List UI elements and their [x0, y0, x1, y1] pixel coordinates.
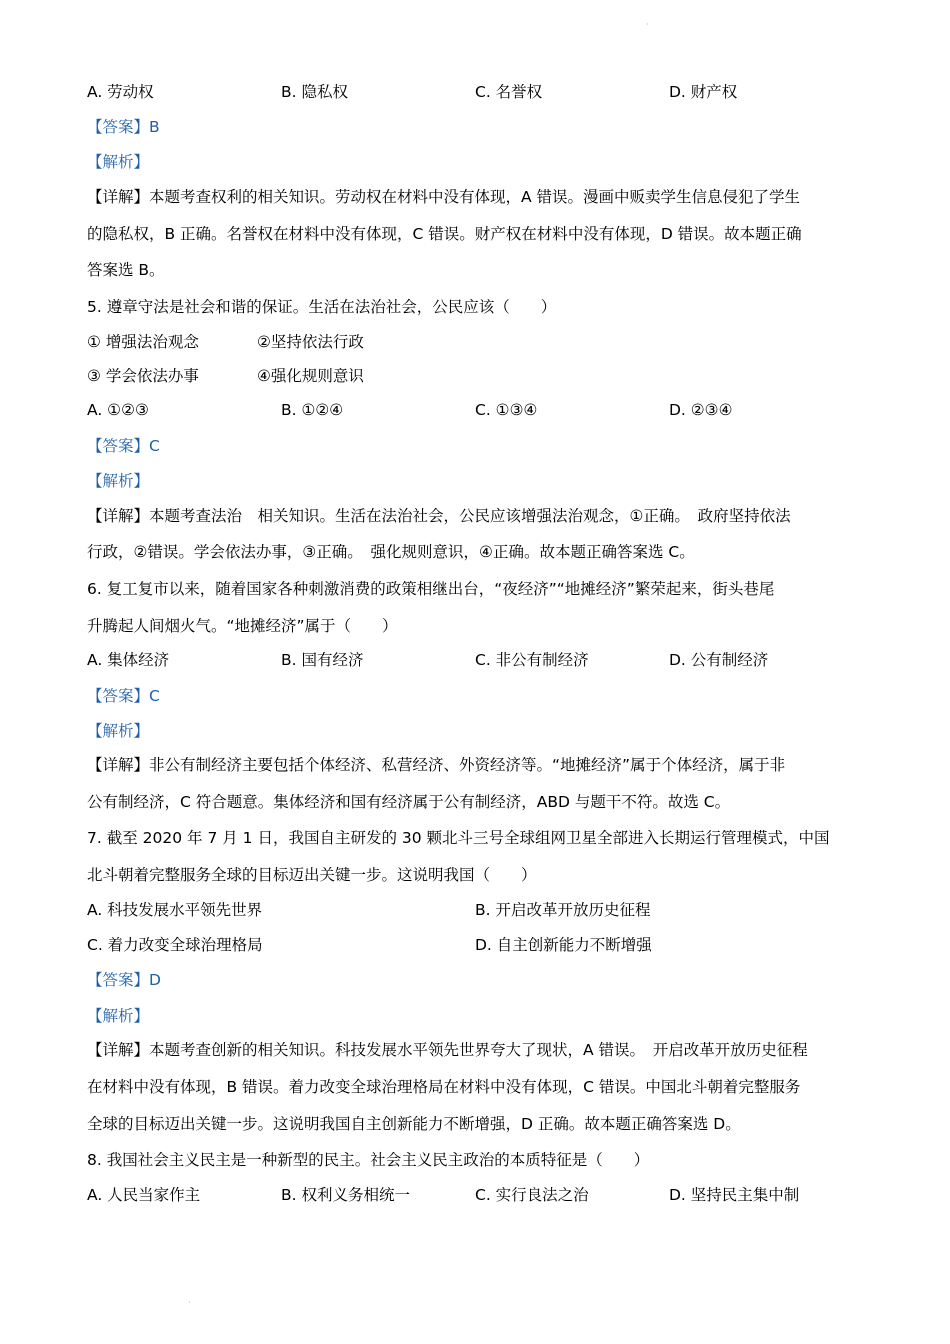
- q8-option-d: D. 坚持民主集中制: [669, 1186, 800, 1204]
- q6-answer: [87, 684, 870, 708]
- answer-tag: 【答案】: [87, 118, 150, 136]
- q6-option-a: A. 集体经济: [87, 651, 170, 669]
- detail-text: 本题考查创新的相关知识。科技发展水平领先世界夸大了现状，A 错误。 开启改革开放历史征程: [149, 1041, 808, 1059]
- q5-option-c: C. ①③④: [475, 401, 538, 419]
- q4-detail-line: 的隐私权，B 正确。名誉权在材料中没有体现，C 错误。财产权在材料中没有体现，D 错误。故本题正确: [87, 225, 802, 243]
- q7-detail-line: 全球的目标迈出关键一步。这说明我国自主创新能力不断增强，D 正确。故本题正确答案选 D。: [87, 1115, 741, 1133]
- q5-detail-line: [87, 504, 870, 528]
- detail-text: 非公有制经济主要包括个体经济、私营经济、外资经济等。“地摊经济”属于个体经济，属于非: [149, 756, 786, 774]
- q8-options: [87, 1183, 870, 1207]
- detail-tag: 【详解】: [87, 756, 150, 774]
- detail-text: 本题考查权利的相关知识。劳动权在材料中没有体现，A 错误。漫画中贩卖学生信息侵犯了学生: [149, 188, 801, 206]
- q5-item-4: ④强化规则意识: [257, 367, 364, 385]
- answer-tag: 【答案】: [87, 687, 150, 705]
- q7-answer: [87, 968, 870, 992]
- answer-value: D: [149, 971, 161, 989]
- q7-option-b: B. 开启改革开放历史征程: [475, 901, 651, 919]
- q5-answer: [87, 434, 870, 458]
- q6-option-d: D. 公有制经济: [669, 651, 769, 669]
- q8-option-a: A. 人民当家作主: [87, 1186, 201, 1204]
- q7-option-c: C. 着力改变全球治理格局: [87, 936, 263, 954]
- detail-tag: 【详解】: [87, 188, 150, 206]
- answer-tag: 【答案】: [87, 971, 150, 989]
- q7-detail-line: [87, 1038, 870, 1062]
- detail-text: 本题考查法治 相关知识。生活在法治社会，公民应该增强法治观念，①正确。 政府坚持依法: [149, 507, 791, 525]
- page-speck: ·: [188, 1298, 191, 1307]
- q5-stem: 5. 遵章守法是社会和谐的保证。生活在法治社会，公民应该（ ）: [87, 298, 557, 316]
- answer-tag: 【答案】: [87, 437, 150, 455]
- q5-items-row: [87, 364, 870, 388]
- q8-option-c: C. 实行良法之治: [475, 1186, 589, 1204]
- q7-detail-line: 在材料中没有体现，B 错误。着力改变全球治理格局在材料中没有体现，C 错误。中国北斗朝着完整服务: [87, 1078, 801, 1096]
- q5-item-1: ① 增强法治观念: [87, 333, 199, 351]
- q6-detail-line: 公有制经济，C 符合题意。集体经济和国有经济属于公有制经济，ABD 与题干不符。故选 C。: [87, 793, 731, 811]
- q8-option-b: B. 权利义务相统一: [281, 1186, 410, 1204]
- answer-value: C: [149, 687, 160, 705]
- q4-option-c: C. 名誉权: [475, 83, 543, 101]
- q6-stem-line: 6. 复工复市以来，随着国家各种刺激消费的政策相继出台，“夜经济”“地摊经济”繁荣起来，街头巷尾: [87, 580, 775, 598]
- page-speck: ·: [646, 20, 649, 29]
- q5-detail-line: 行政，②错误。学会依法办事，③正确。 强化规则意识，④正确。故本题正确答案选 C。: [87, 543, 695, 561]
- q7-option-d: D. 自主创新能力不断增强: [475, 936, 652, 954]
- q7-stem-line: 7. 截至 2020 年 7 月 1 日，我国自主研发的 30 颗北斗三号全球组网卫星全部进入长期运行管理模式，中国: [87, 829, 830, 847]
- q5-item-3: ③ 学会依法办事: [87, 367, 199, 385]
- answer-value: B: [149, 118, 160, 136]
- analysis-tag: 【解析】: [87, 722, 150, 740]
- q4-option-a: A. 劳动权: [87, 83, 154, 101]
- answer-value: C: [149, 437, 160, 455]
- q5-item-2: ②坚持依法行政: [257, 333, 364, 351]
- analysis-tag: 【解析】: [87, 472, 150, 490]
- q6-analysis-heading: [87, 719, 870, 743]
- q6-option-b: B. 国有经济: [281, 651, 364, 669]
- q4-options: [87, 80, 870, 104]
- q6-detail-line: [87, 753, 870, 777]
- q4-answer: [87, 115, 870, 139]
- q6-stem-line: 升腾起人间烟火气。“地摊经济”属于（ ）: [87, 617, 398, 635]
- q7-option-a: A. 科技发展水平领先世界: [87, 901, 263, 919]
- q7-options-row: [87, 933, 870, 957]
- q4-option-d: D. 财产权: [669, 83, 738, 101]
- q5-option-b: B. ①②④: [281, 401, 344, 419]
- q6-options: [87, 648, 870, 672]
- q8-stem: 8. 我国社会主义民主是一种新型的民主。社会主义民主政治的本质特征是（ ）: [87, 1151, 650, 1169]
- q4-option-b: B. 隐私权: [281, 83, 348, 101]
- q7-options-row: [87, 898, 870, 922]
- q4-detail-line: [87, 185, 870, 209]
- detail-tag: 【详解】: [87, 507, 150, 525]
- analysis-tag: 【解析】: [87, 153, 150, 171]
- q6-option-c: C. 非公有制经济: [475, 651, 589, 669]
- q7-analysis-heading: [87, 1004, 870, 1028]
- q4-analysis-heading: [87, 150, 870, 174]
- q7-stem-line: 北斗朝着完整服务全球的目标迈出关键一步。这说明我国（ ）: [87, 866, 537, 884]
- analysis-tag: 【解析】: [87, 1007, 150, 1025]
- detail-tag: 【详解】: [87, 1041, 150, 1059]
- q4-detail-line: 答案选 B。: [87, 261, 165, 279]
- q5-options: [87, 398, 870, 422]
- q5-option-a: A. ①②③: [87, 401, 149, 419]
- q5-analysis-heading: [87, 469, 870, 493]
- q5-items-row: [87, 330, 870, 354]
- q5-option-d: D. ②③④: [669, 401, 733, 419]
